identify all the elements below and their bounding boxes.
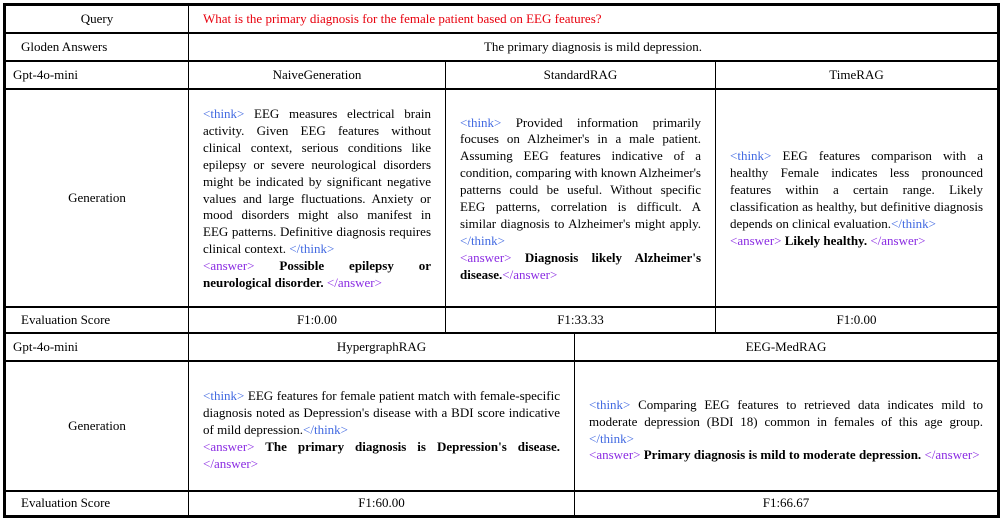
golden-answer-text: The primary diagnosis is mild depression. (189, 33, 999, 61)
think-close-tag: </think> (289, 241, 335, 257)
evaluation-row-bottom (5, 491, 999, 517)
generation-row-bottom (5, 361, 999, 491)
methods-header-row-bottom (5, 333, 999, 361)
method-header-hypergraphrag: HypergraphRAG (189, 333, 575, 361)
think-close-tag: </think> (589, 430, 634, 446)
evaluation-label-top: Evaluation Score (5, 307, 189, 333)
generation-cell-timerag (716, 89, 999, 307)
score-eegmedrag: F1:66.67 (575, 491, 999, 517)
generation-cell-eegmedrag (575, 361, 999, 491)
think-body-text: EEG features for female patient match with female-specific diagnosis noted as Depression's disease with a BDI score indicative of mild depression. (203, 388, 560, 438)
model-label-top: Gpt-4o-mini (5, 61, 189, 89)
answer-close-tag: </answer> (326, 275, 382, 290)
think-open-tag: <think> (730, 148, 772, 164)
think-open-tag: <think> (203, 388, 245, 404)
think-body-text: Provided information primarily focuses on Alzheimer's in a male patient. Assuming EEG features indicative of a condition, comparing with known Alzheimer's patterns could be useful. Without specific EEG patterns, correlation is difficult. A similar diagnosis to Alzheimer's might apply. (460, 114, 701, 231)
answer-open-tag: <answer> (460, 249, 512, 265)
generation-cell-naivegeneration (189, 89, 446, 307)
think-close-tag: </think> (891, 215, 937, 231)
answer-open-tag: <answer> (203, 438, 255, 454)
score-naivegeneration: F1:0.00 (189, 307, 446, 333)
think-close-tag: </think> (303, 422, 349, 438)
method-header-standardrag: StandardRAG (446, 61, 716, 89)
query-label: Query (5, 5, 189, 33)
generation-label-top: Generation (5, 89, 189, 307)
golden-answers-label: Gloden Answers (5, 33, 189, 61)
rag-comparison-table (3, 3, 1000, 518)
methods-header-row-top (5, 61, 999, 89)
golden-answers-row (5, 33, 999, 61)
answer-close-tag: </answer> (870, 232, 926, 248)
answer-close-tag: </answer> (502, 266, 558, 282)
think-open-tag: <think> (589, 396, 631, 412)
answer-body-text: The primary diagnosis is Depression's disease. (254, 438, 560, 454)
evaluation-row-top (5, 307, 999, 333)
answer-body-text: Possible epilepsy or neurological disorder. (203, 258, 431, 290)
generation-cell-hypergraphrag (189, 361, 575, 491)
generation-label-bottom: Generation (5, 361, 189, 491)
answer-open-tag: <answer> (589, 447, 641, 463)
score-standardrag: F1:33.33 (446, 307, 716, 333)
answer-body-text: Likely healthy. (781, 232, 871, 248)
answer-body-text: Primary diagnosis is mild to moderate depression. (640, 447, 925, 463)
method-header-eegmedrag: EEG-MedRAG (575, 333, 999, 361)
model-label-bottom: Gpt-4o-mini (5, 333, 189, 361)
think-body-text: EEG features comparison with a healthy Female indicates less pronounced features within a certain range. Likely classification as healthy, but definitive diagnosis depends on clinical evaluation. (730, 148, 984, 231)
method-header-naivegeneration: NaiveGeneration (189, 61, 446, 89)
query-text: What is the primary diagnosis for the female patient based on EEG features? (203, 10, 602, 26)
answer-close-tag: </answer> (924, 447, 980, 463)
query-cell (189, 5, 999, 33)
think-body-text: EEG measures electrical brain activity. Given EEG features without clinical context, serious conditions like epilepsy or severe neurological disorders might be indicated by significant negative values and large fluctuations. Anxiety or mood disorders might also manifest in EEG patterns. Definitive diagnosis requires clinical context. (203, 106, 431, 257)
generation-cell-standardrag (446, 89, 716, 307)
think-open-tag: <think> (460, 114, 502, 130)
score-hypergraphrag: F1:60.00 (189, 491, 575, 517)
answer-close-tag: </answer> (203, 455, 259, 471)
evaluation-label-bottom: Evaluation Score (5, 491, 189, 517)
score-timerag: F1:0.00 (716, 307, 999, 333)
answer-open-tag: <answer> (730, 232, 782, 248)
query-row (5, 5, 999, 33)
method-header-timerag: TimeRAG (716, 61, 999, 89)
think-body-text: Comparing EEG features to retrieved data indicates mild to moderate depression (BDI 18) common in females of this age group. (589, 396, 984, 429)
generation-row-top (5, 89, 999, 307)
think-open-tag: <think> (203, 106, 245, 122)
think-close-tag: </think> (460, 232, 505, 248)
answer-body-text: Diagnosis likely Alzheimer's disease. (460, 249, 701, 282)
answer-open-tag: <answer> (203, 258, 255, 274)
